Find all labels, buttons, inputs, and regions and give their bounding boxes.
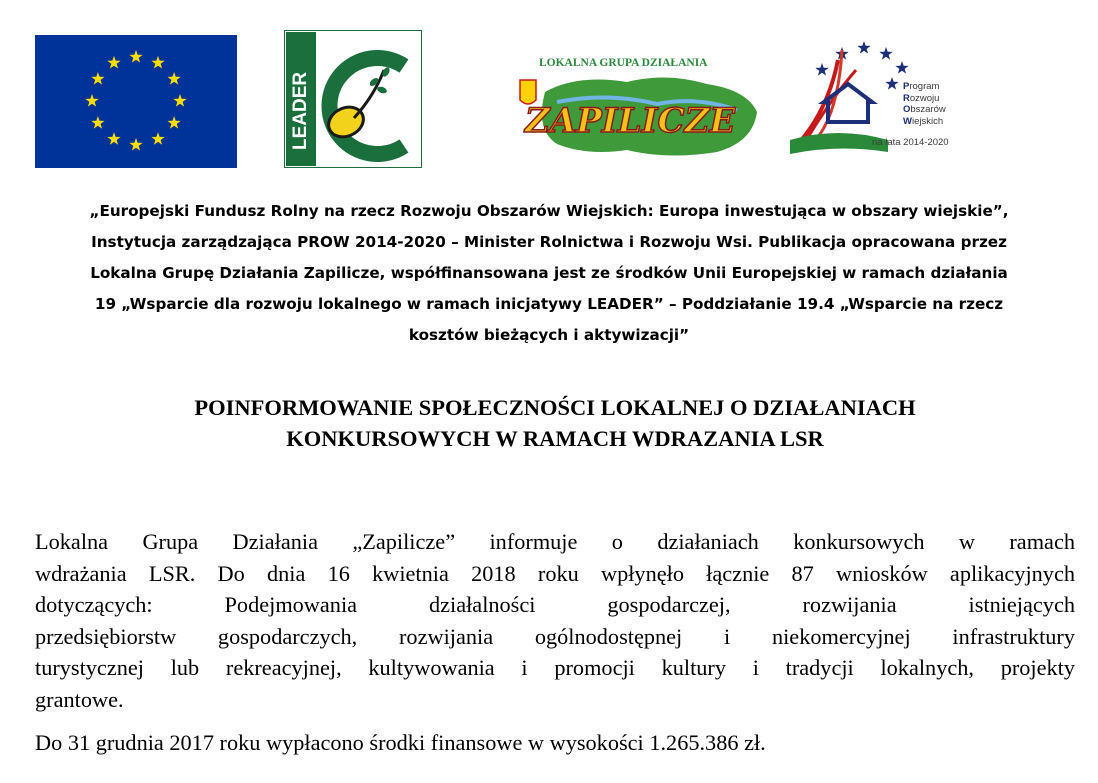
lgd-logo-top-text: LOKALNA GRUPA DZIAŁANIA	[539, 57, 708, 69]
funding-line: Lokalna Grupę Działania Zapilicze, współfinansowana jest ze środków Unii Europejskiej w ramach działania	[90, 264, 1008, 282]
funding-line: 19 „Wsparcie dla rozwoju lokalnego w ramach inicjatywy LEADER” – Poddziałanie 19.4 „Wsparcie na rzecz	[94, 295, 1004, 313]
funding-line: Instytucja zarządzająca PROW 2014-2020 – Minister Rolnictwa i Rozwoju Wsi. Publikacja opracowana przez	[91, 233, 1007, 251]
leader-logo	[284, 30, 422, 168]
eu-flag-stars	[35, 35, 237, 168]
title-line: POINFORMOWANIE SPOŁECZNOŚCI LOKALNEJ O DZIAŁANIACH	[194, 395, 916, 420]
prow-line: Obszarów	[903, 104, 946, 115]
prow-line: Wiejskich	[903, 115, 944, 127]
payment-summary: Do 31 grudnia 2017 roku wypłacono środki finansowe w wysokości 1.265.386 zł.	[35, 730, 766, 755]
prow-logo-text	[903, 81, 946, 127]
title-line: KONKURSOWYCH W RAMACH WDRAZANIA LSR	[286, 426, 824, 451]
prow-star-icon	[885, 77, 898, 90]
prow-star-icon	[857, 41, 870, 54]
body-line: Lokalna Grupa Działania „Zapilicze” informuje o działaniach konkursowych w ramach	[35, 529, 1075, 554]
body-text	[35, 526, 1075, 759]
leader-logo-text: LEADER	[290, 71, 311, 150]
prow-star-icon	[815, 63, 828, 76]
prow-star-icon	[879, 47, 892, 60]
funding-statement	[30, 196, 1068, 351]
prow-years: na lata 2014-2020	[872, 137, 949, 148]
body-line: grantowe.	[35, 686, 124, 712]
eu-flag-logo	[35, 35, 237, 168]
body-line: wdrażania LSR. Do dnia 16 kwietnia 2018 roku wpłynęło łącznie 87 wniosków aplikacyjnych	[35, 560, 1075, 586]
funding-line: kosztów bieżących i aktywizacji”	[408, 326, 690, 344]
prow-line: Rozwoju	[903, 92, 940, 104]
prow-star-icon	[895, 61, 908, 74]
lgd-zapilicze-logo	[517, 52, 767, 164]
lgd-logo-name: ZAPILICZE	[525, 101, 736, 141]
body-line: przedsiębiorstw gospodarczych, rozwijania ogólnodostępnej i niekomercyjnej infrastruktury	[35, 623, 1075, 649]
prow-line: Program	[903, 81, 940, 92]
body-line: dotyczących: Podejmowania działalności gospodarczej, rozwijania istniejących	[35, 592, 1075, 617]
page-title	[30, 392, 1080, 454]
body-line: turystycznej lub rekreacyjnej, kultywowania i promocji kultury i tradycji lokalnych, projekty	[35, 655, 1075, 680]
funding-line: „Europejski Fundusz Rolny na rzecz Rozwoju Obszarów Wiejskich: Europa inwestująca w obszary wiejskie”,	[89, 202, 1009, 220]
